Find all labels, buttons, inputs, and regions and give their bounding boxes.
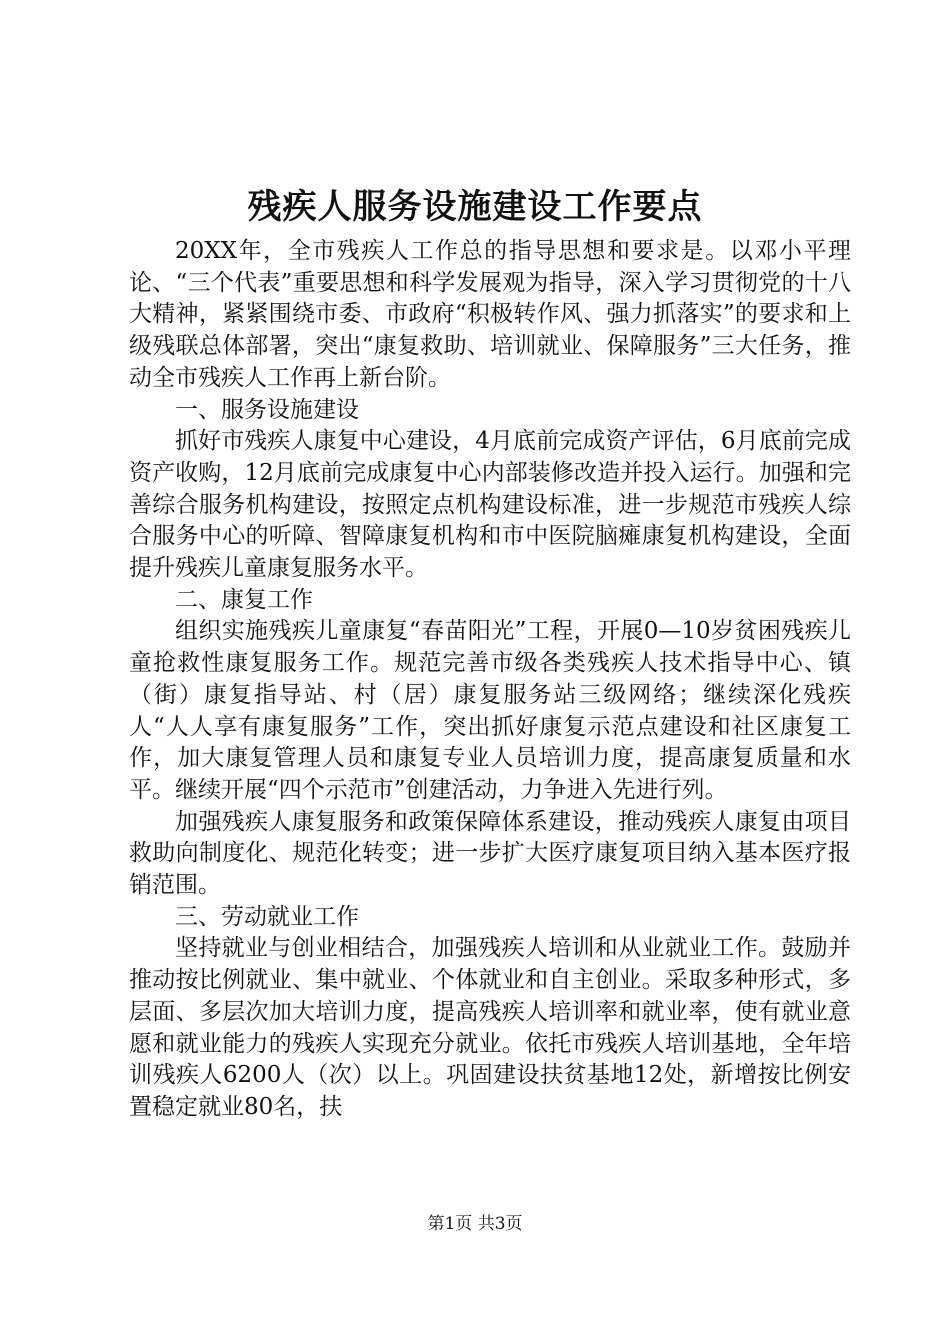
document-body: [129, 236, 851, 1124]
section-heading-employment: 三、劳动就业工作: [175, 903, 359, 930]
paragraph-rehabilitation: 组织实施残疾儿童康复“春苗阳光”工程，开展0—10岁贫困残疾儿童抢救性康复服务工作。规范完善市级各类残疾人技术指导中心、镇（街）康复指导站、村（居）康复服务站三级网络；继续深化残疾人“人人享有康复服务”工作，突出抓好康复示范点建设和社区康复工作，加大康复管理人员和康复专业人员培训力度，提高康复质量和水平。继续开展“四个示范市”创建活动，力争进入先进行列。: [129, 618, 851, 803]
section-heading-rehabilitation: 二、康复工作: [175, 586, 313, 613]
page-footer: 第1页 共3页: [427, 1214, 523, 1234]
section-heading-facilities: 一、服务设施建设: [175, 396, 359, 423]
document-title: 残疾人服务设施建设工作要点: [247, 187, 703, 227]
paragraph-employment: 坚持就业与创业相结合，加强残疾人培训和从业就业工作。鼓励并推动按比例就业、集中就业、个体就业和自主创业。采取多种形式，多层面、多层次加大培训力度，提高残疾人培训率和就业率，使有就业意愿和就业能力的残疾人实现充分就业。依托市残疾人培训基地，全年培训残疾人6200人（次）以上。巩固建设扶贫基地12处，新增按比例安置稳定就业80名，扶: [129, 935, 851, 1120]
paragraph-facilities: 抓好市残疾人康复中心建设，4月底前完成资产评估，6月底前完成资产收购，12月底前完成康复中心内部装修改造并投入运行。加强和完善综合服务机构建设，按照定点机构建设标准，进一步规范市残疾人综合服务中心的听障、智障康复机构和市中医院脑瘫康复机构建设，全面提升残疾儿童康复服务水平。: [129, 428, 851, 582]
paragraph-rehabilitation-policy: 加强残疾人康复服务和政策保障体系建设，推动残疾人康复由项目救助向制度化、规范化转变；进一步扩大医疗康复项目纳入基本医疗报销范围。: [129, 808, 851, 899]
paragraph-intro: 20XX年，全市残疾人工作总的指导思想和要求是。以邓小平理论、“三个代表”重要思想和科学发展观为指导，深入学习贯彻党的十八大精神，紧紧围绕市委、市政府“积极转作风、强力抓落实”的要求和上级残联总体部署，突出“康复救助、培训就业、保障服务”三大任务，推动全市残疾人工作再上新台阶。: [129, 238, 851, 391]
